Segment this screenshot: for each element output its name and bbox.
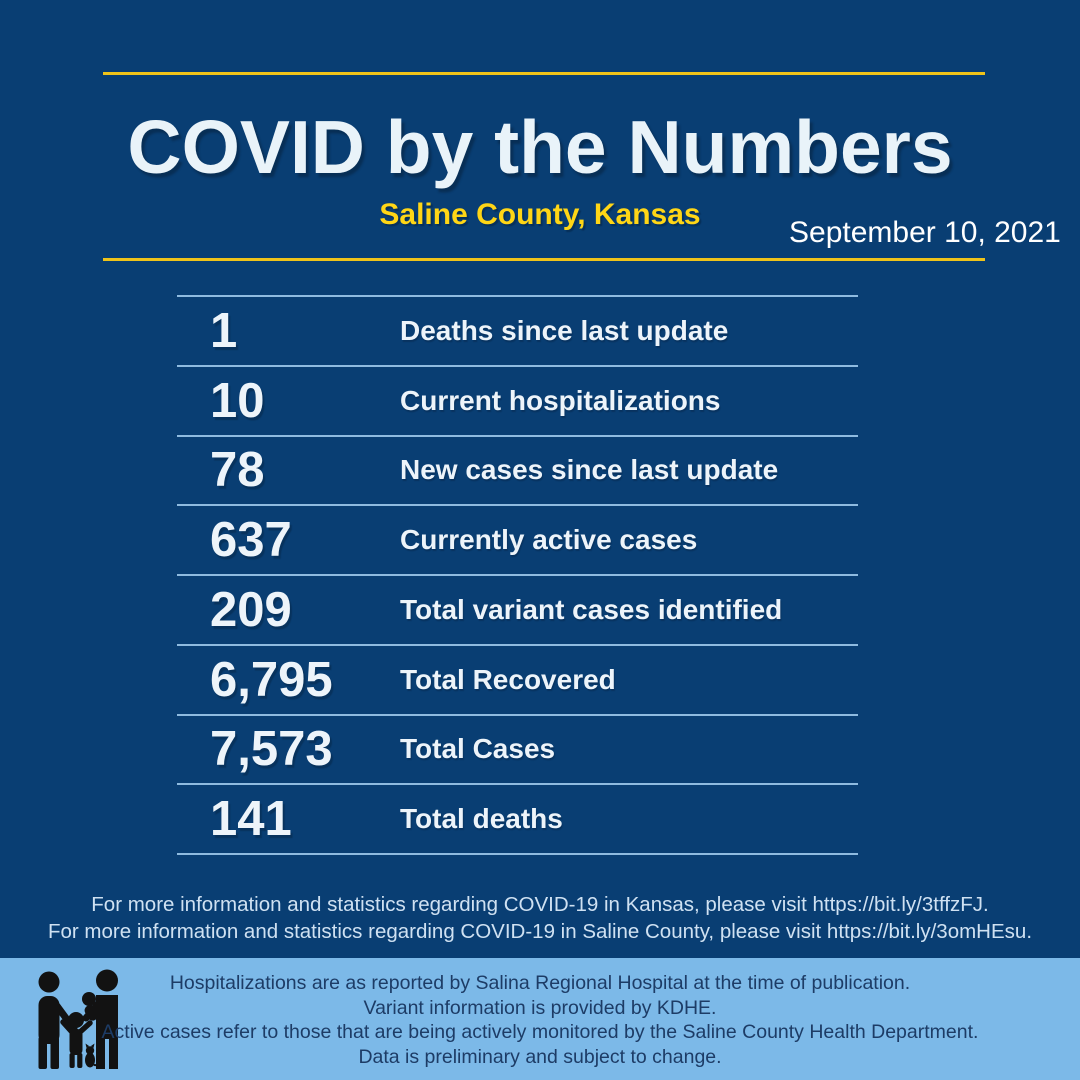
table-row: [177, 504, 858, 574]
disclaimer-line: Variant information is provided by KDHE.: [363, 996, 717, 1019]
info-line: For more information and statistics regarding COVID-19 in Saline County, please visit https://bit.ly/3omHEsu.: [47, 920, 1033, 943]
info-line: For more information and statistics regarding COVID-19 in Kansas, please visit https://bit.ly/3tffzFJ.: [91, 893, 989, 916]
footer-band: [0, 958, 1080, 1080]
stat-value: 6,795: [210, 652, 333, 707]
table-row: [177, 644, 858, 714]
top-divider-line: [103, 72, 985, 75]
info-links-text: [0, 891, 1080, 945]
table-row: [177, 295, 858, 365]
table-row: [177, 435, 858, 505]
stat-value: 209: [210, 582, 292, 637]
stat-label: Deaths since last update: [400, 314, 729, 346]
stats-table: [177, 295, 858, 855]
table-row: [177, 783, 858, 853]
disclaimer-line: Hospitalizations are as reported by Salina Regional Hospital at the time of publication.: [169, 972, 911, 994]
stat-value: 1: [210, 303, 238, 358]
stat-value: 78: [210, 443, 265, 498]
report-date: September 10, 2021: [789, 216, 1061, 249]
page-title: COVID by the Numbers: [127, 105, 953, 189]
disclaimer-line: Data is preliminary and subject to change.: [358, 1045, 722, 1068]
subtitle-county: Saline County, Kansas: [379, 198, 701, 231]
table-row: [177, 574, 858, 644]
stat-value: 637: [210, 513, 292, 568]
stat-label: Currently active cases: [400, 524, 698, 556]
stat-value: 7,573: [210, 722, 333, 777]
table-row: [177, 365, 858, 435]
disclaimer-line: Active cases refer to those that are being actively monitored by the Saline County Health Department.: [101, 1021, 979, 1043]
stat-label: Total variant cases identified: [400, 593, 783, 625]
stat-value: 141: [210, 792, 292, 847]
stat-label: New cases since last update: [400, 454, 779, 486]
stat-label: Total deaths: [400, 803, 563, 835]
stat-value: 10: [210, 373, 265, 428]
header-divider-line: [103, 258, 985, 261]
table-row: [177, 714, 858, 784]
stat-label: Total Cases: [400, 733, 556, 765]
stat-label: Current hospitalizations: [400, 384, 721, 416]
disclaimer-text: [0, 971, 1080, 1069]
stat-label: Total Recovered: [400, 663, 616, 695]
